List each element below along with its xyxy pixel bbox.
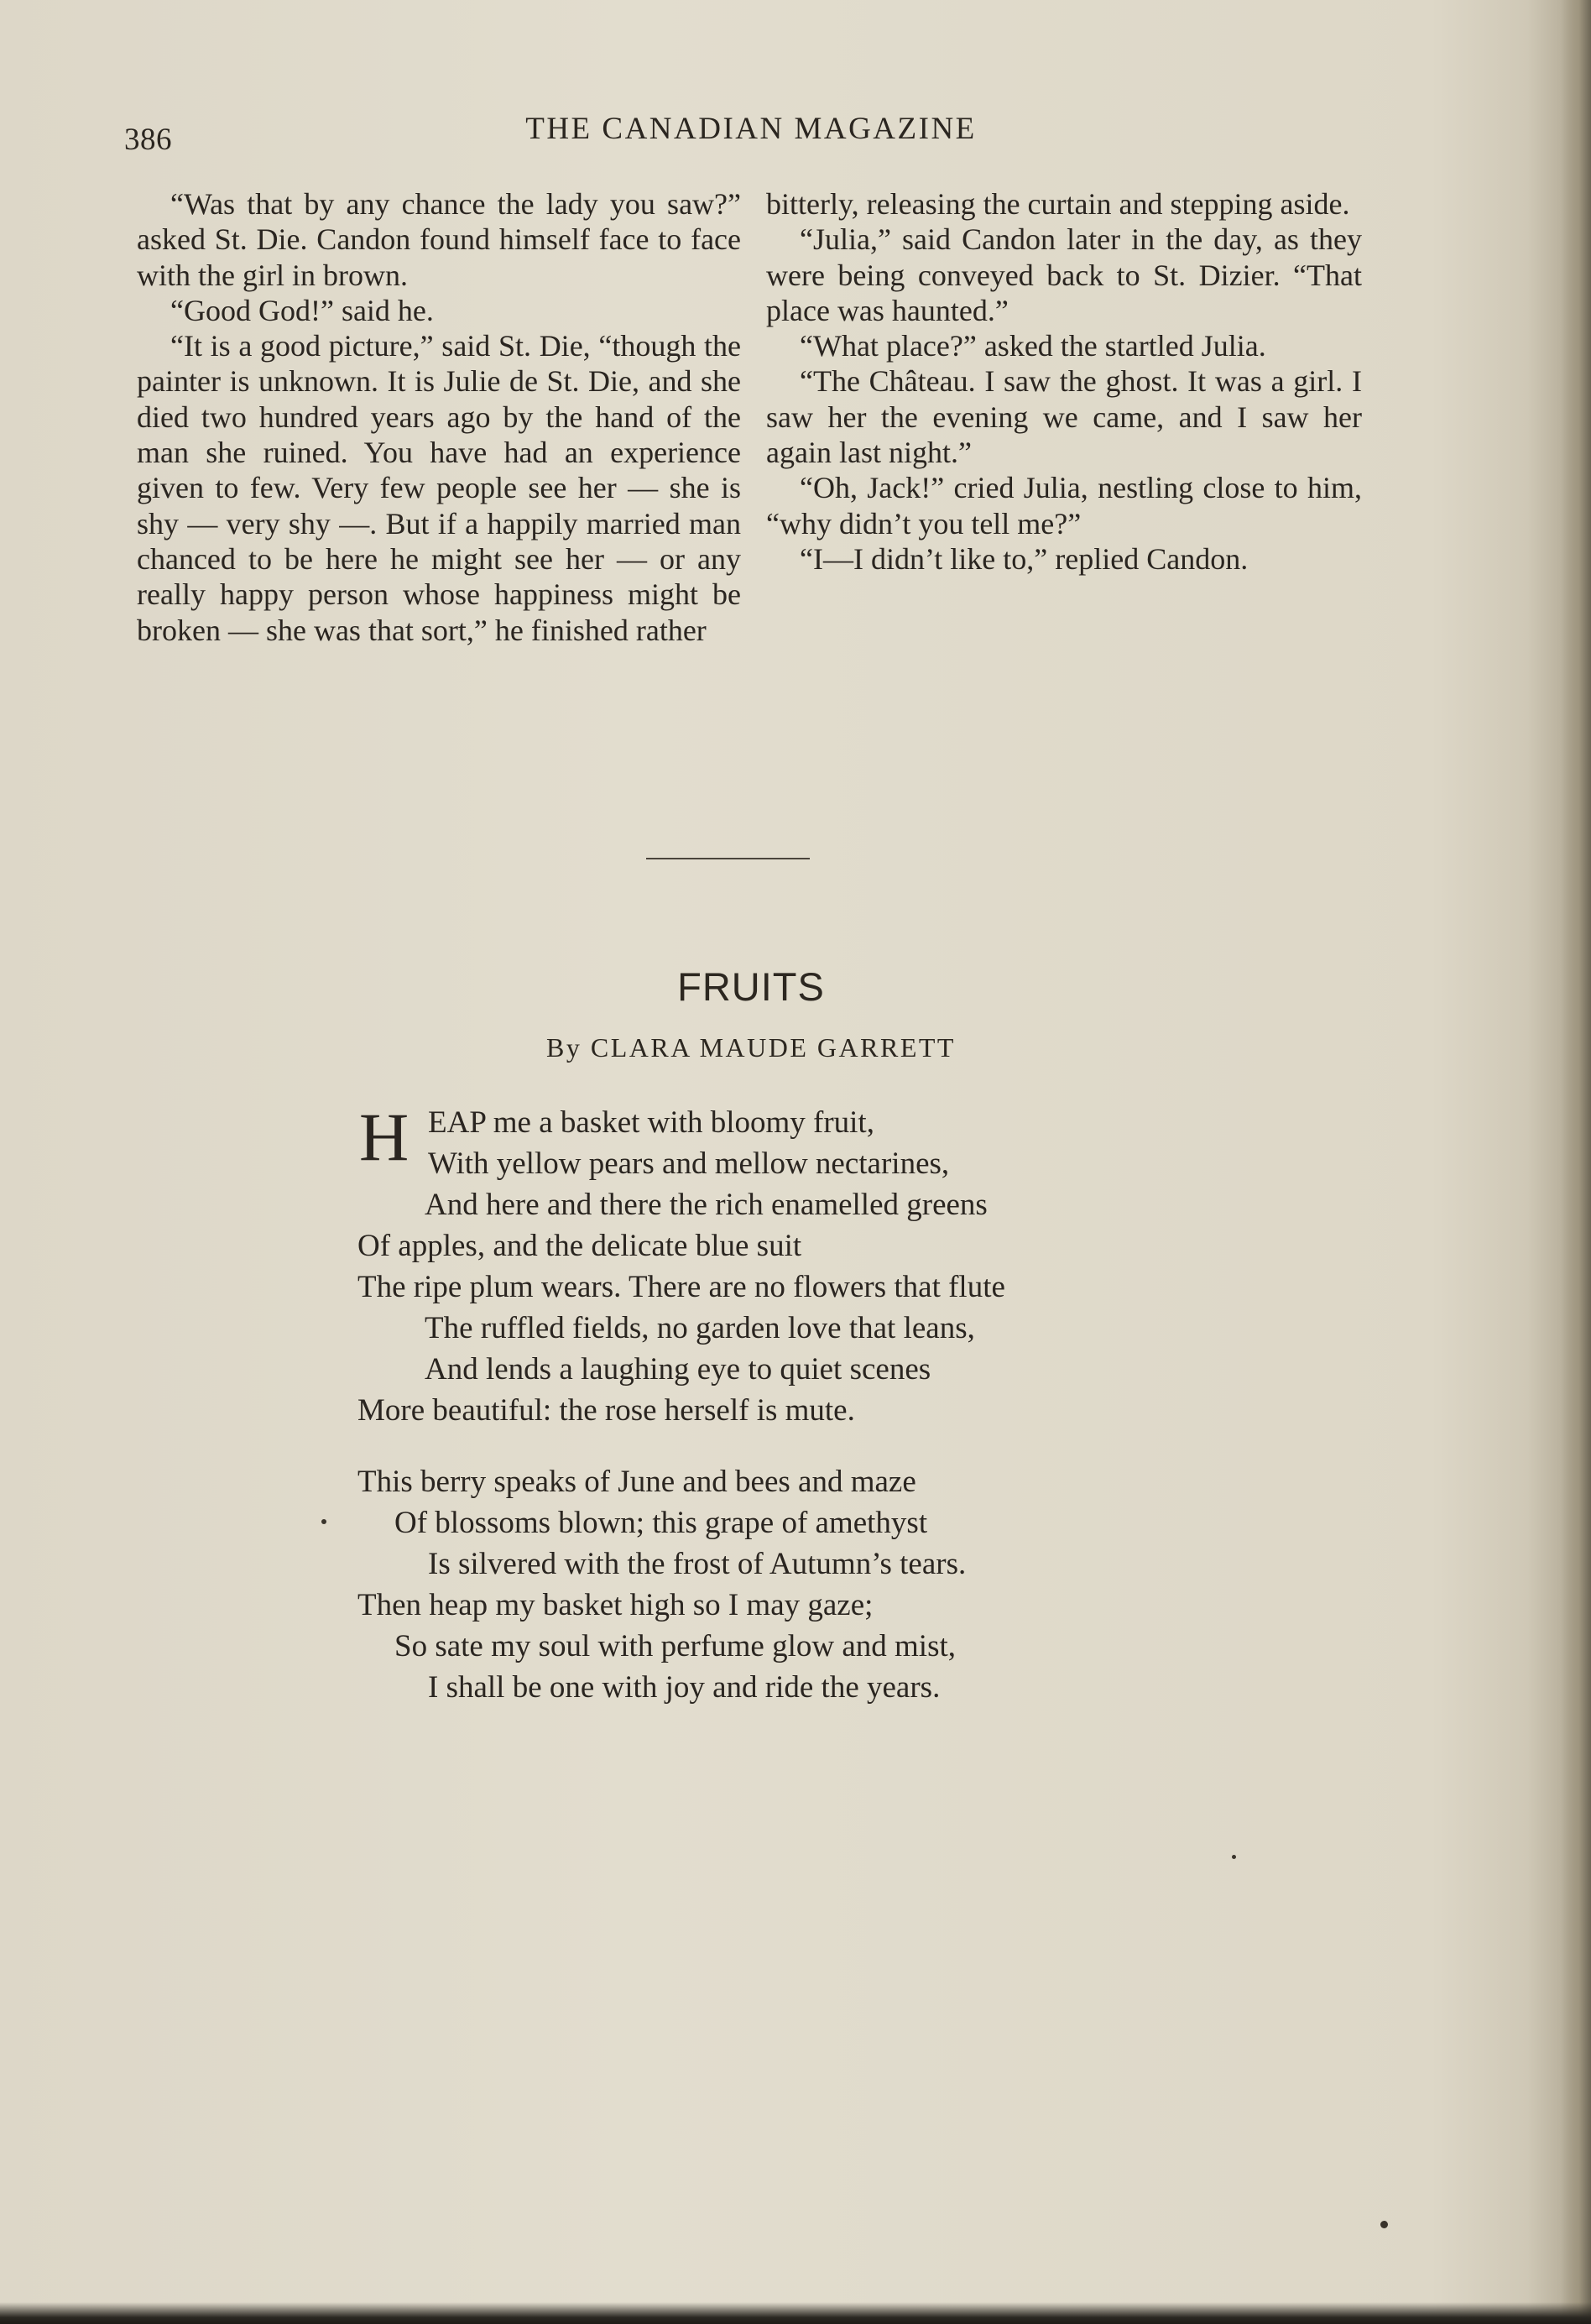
- poem-line: Of blossoms blown; this grape of amethyst: [394, 1506, 928, 1540]
- poem-line: Is silvered with the frost of Autumn’s tears.: [428, 1547, 967, 1581]
- poem-line: This berry speaks of June and bees and maze: [357, 1465, 916, 1499]
- paragraph: “The Château. I saw the ghost. It was a girl. I saw her the evening we came, and I saw her again last night.”: [766, 364, 1362, 470]
- drop-cap: H: [359, 1099, 409, 1175]
- poem-line: With yellow pears and mellow nectarines,: [428, 1146, 950, 1181]
- story-left-column: [137, 186, 741, 648]
- story-right-column: [766, 186, 1362, 577]
- page-number: 386: [124, 123, 172, 157]
- paragraph: “What place?” asked the startled Julia.: [800, 329, 1266, 363]
- paragraph: “It is a good picture,” said St. Die, “though the painter is unknown. It is Julie de St. Die, and she died two hundred years ago by the hand of the man she ruined. You have had an experience given to few. Very few people see her — she is shy — very shy —. But if a happily married man chanced to be here he might see her — or any really happy person whose happiness might be broken — she was that sort,” he finished rather: [137, 329, 741, 647]
- ink-speck: [321, 1519, 326, 1524]
- page-bottom-edge: [0, 2302, 1591, 2324]
- poem-title: FRUITS: [677, 964, 825, 1009]
- poem-line: The ruffled fields, no garden love that leans,: [425, 1311, 975, 1345]
- poem-line: Of apples, and the delicate blue suit: [357, 1229, 802, 1263]
- paragraph: “Good God!” said he.: [170, 293, 434, 327]
- poem-byline: By CLARA MAUDE GARRETT: [546, 1032, 956, 1063]
- paragraph: bitterly, releasing the curtain and stepping aside.: [766, 187, 1350, 221]
- poem-line: And lends a laughing eye to quiet scenes: [425, 1352, 931, 1387]
- paragraph: “Julia,” said Candon later in the day, as they were being conveyed back to St. Dizier. “That place was haunted.”: [766, 222, 1362, 327]
- poem-line: More beautiful: the rose herself is mute.: [357, 1393, 855, 1428]
- poem-line: Then heap my basket high so I may gaze;: [357, 1588, 874, 1622]
- ink-speck: [1232, 1855, 1236, 1859]
- poem-line: I shall be one with joy and ride the years.: [428, 1670, 941, 1705]
- paragraph: “I—I didn’t like to,” replied Candon.: [800, 541, 1249, 576]
- paragraph: “Oh, Jack!” cried Julia, nestling close to him, “why didn’t you tell me?”: [766, 471, 1362, 541]
- binding-edge-shadow: [1561, 0, 1591, 2324]
- paragraph: “Was that by any chance the lady you saw?” asked St. Die. Candon found himself face to face with the girl in brown.: [137, 187, 741, 292]
- poem-line: The ripe plum wears. There are no flowers that flute: [357, 1270, 1005, 1304]
- poem-line: So sate my soul with perfume glow and mist,: [394, 1629, 957, 1663]
- section-divider: [646, 858, 810, 859]
- magazine-title: THE CANADIAN MAGAZINE: [525, 112, 977, 146]
- poem-line: EAP me a basket with bloomy fruit,: [428, 1105, 874, 1140]
- ink-speck: [1380, 2221, 1388, 2228]
- poem-line: And here and there the rich enamelled greens: [425, 1188, 988, 1222]
